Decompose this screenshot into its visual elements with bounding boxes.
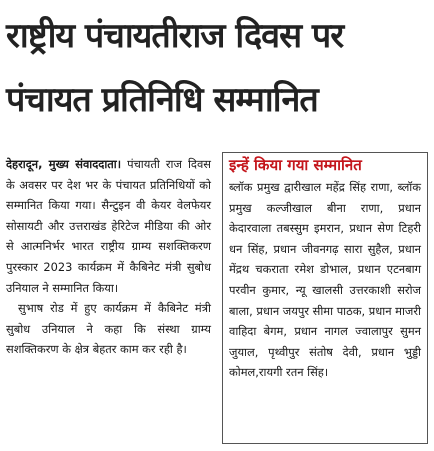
honorees-box [222, 152, 428, 444]
honorees-list: ब्लॉक प्रमुख द्वारीखाल महेंद्र सिंह राणा, ब्लॉक प्रमुख कल्जीखाल बीना राणा, प्रधान केदारवाला तबस्सुम इमरान, प्रधान सेण टिहरी धन सिंह, प्रधान जीवनगढ़ सारा सुहैल, प्रधान मेंद्रथ चकराता रमेश डोभाल, प्रधान एटनबाग परवीन कुमार, न्यू खालसी उत्तरकाशी सरोज बाला, प्रधान जयपुर सीमा पाठक, प्रधान माजरी वाहिदा बेगम, प्रधान नागल ज्वालापुर सुमन जुयाल, पृथ्वीपुर संतोष देवी, प्रधान भुड्डी कोमल,रायगी रतन सिंह। [229, 180, 421, 380]
headline [6, 4, 432, 132]
headline-line-1: राष्ट्रीय पंचायतीराज दिवस पर [6, 16, 344, 56]
paragraph-1-text: पंचायती राज दिवस के अवसर पर देश भर के पंचायत प्रतिनिधियों को सम्मानित किया गया। सैन्टुइन वी केयर वेलफेयर सोसायटी और उत्तराखंड हेरिटेज मीडिया की ओर से आत्मनिर्भर भारत राष्ट्रीय ग्राम्य सशक्तिकरण पुरस्कार 2023 कार्यक्रम में कैबिनेट मंत्री सुबोध उनियाल ने सम्मानित किया। [6, 157, 211, 295]
paragraph-2: सुभाष रोड में हुए कार्यक्रम में कैबिनेट मंत्री सुबोध उनियाल ने कहा कि संस्था ग्राम्य सशक्तिकरण के क्षेत्र बेहतर काम कर रही है। [6, 301, 211, 357]
paragraph-1 [6, 154, 211, 298]
headline-line-2: पंचायत प्रतिनिधि सम्मानित [6, 80, 318, 120]
article-body [6, 154, 211, 360]
honorees-heading: इन्हें किया गया सम्मानित [229, 156, 362, 174]
dateline: देहरादून, मुख्य संवाददाता। [6, 157, 122, 171]
